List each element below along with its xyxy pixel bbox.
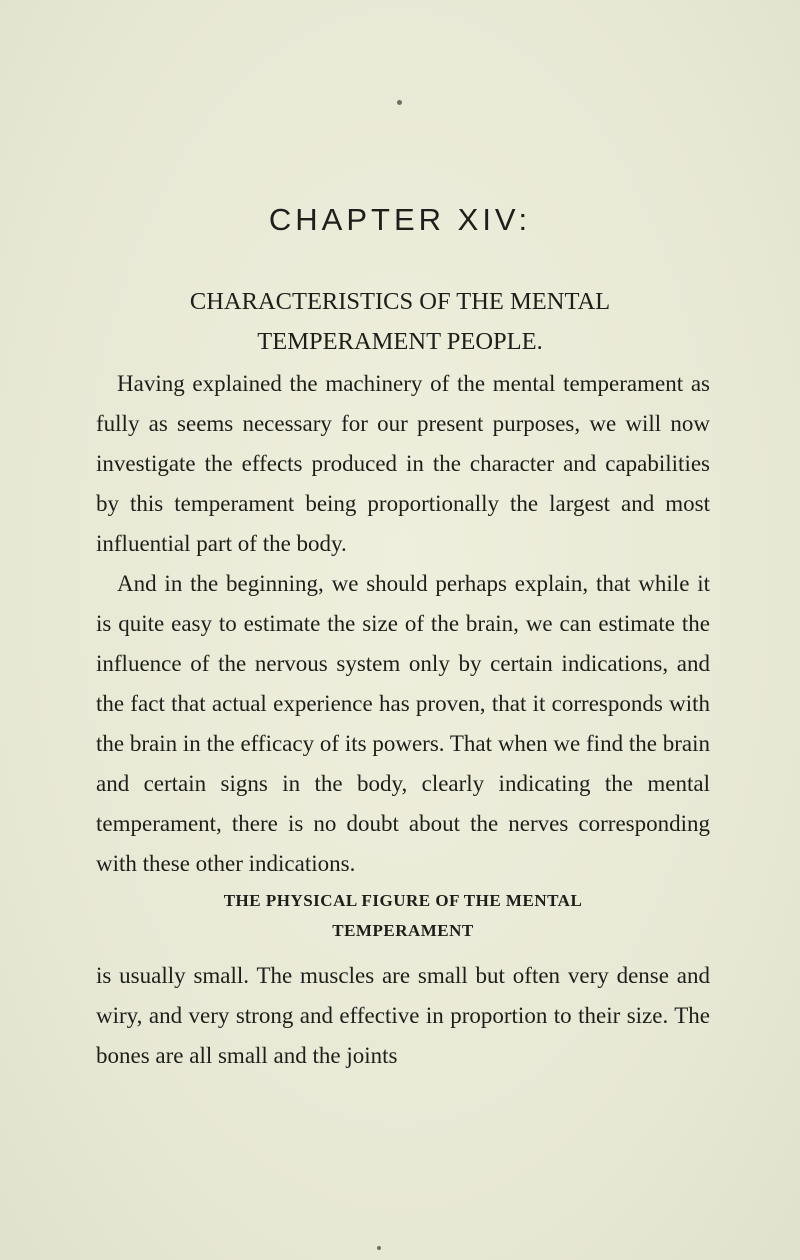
section-heading-line2: TEMPERAMENT bbox=[332, 921, 474, 940]
section-paragraph: is usually small. The muscles are small but often very dense and wiry, and very strong and effective in proportion to their size. The bones are all small and the joints bbox=[96, 963, 710, 1068]
section-heading bbox=[96, 884, 710, 956]
paper-speck bbox=[377, 1246, 381, 1250]
chapter-subtitle-line1: CHARACTERISTICS OF THE MENTAL bbox=[189, 288, 611, 315]
chapter-title: CHAPTER XIV: bbox=[268, 202, 532, 237]
paragraph-2: And in the beginning, we should perhaps explain, that while it is quite easy to estimate the size of the brain, we can estimate the influence of the nervous system only by certain indications, and the fact that actual experience has proven, that it corresponds with the brain in the efficacy of its powers. That when we find the brain and certain signs in the body, clearly indicating the mental temperament, there is no doubt about the nerves corresponding with these other indications. bbox=[96, 571, 710, 876]
paragraph-1: Having explained the machinery of the mental temperament as fully as seems necessary for our present purposes, we will now investigate the effects produced in the character and capabilities by this temperament being proportionally the largest and most influential part of the body. bbox=[96, 371, 710, 556]
chapter-subtitle-line2: TEMPERAMENT PEOPLE. bbox=[257, 328, 543, 355]
body-text bbox=[96, 364, 710, 1076]
section-heading-line1: THE PHYSICAL FIGURE OF THE MENTAL bbox=[223, 891, 583, 910]
chapter-subtitle bbox=[0, 282, 800, 362]
paper-speck bbox=[397, 100, 402, 105]
